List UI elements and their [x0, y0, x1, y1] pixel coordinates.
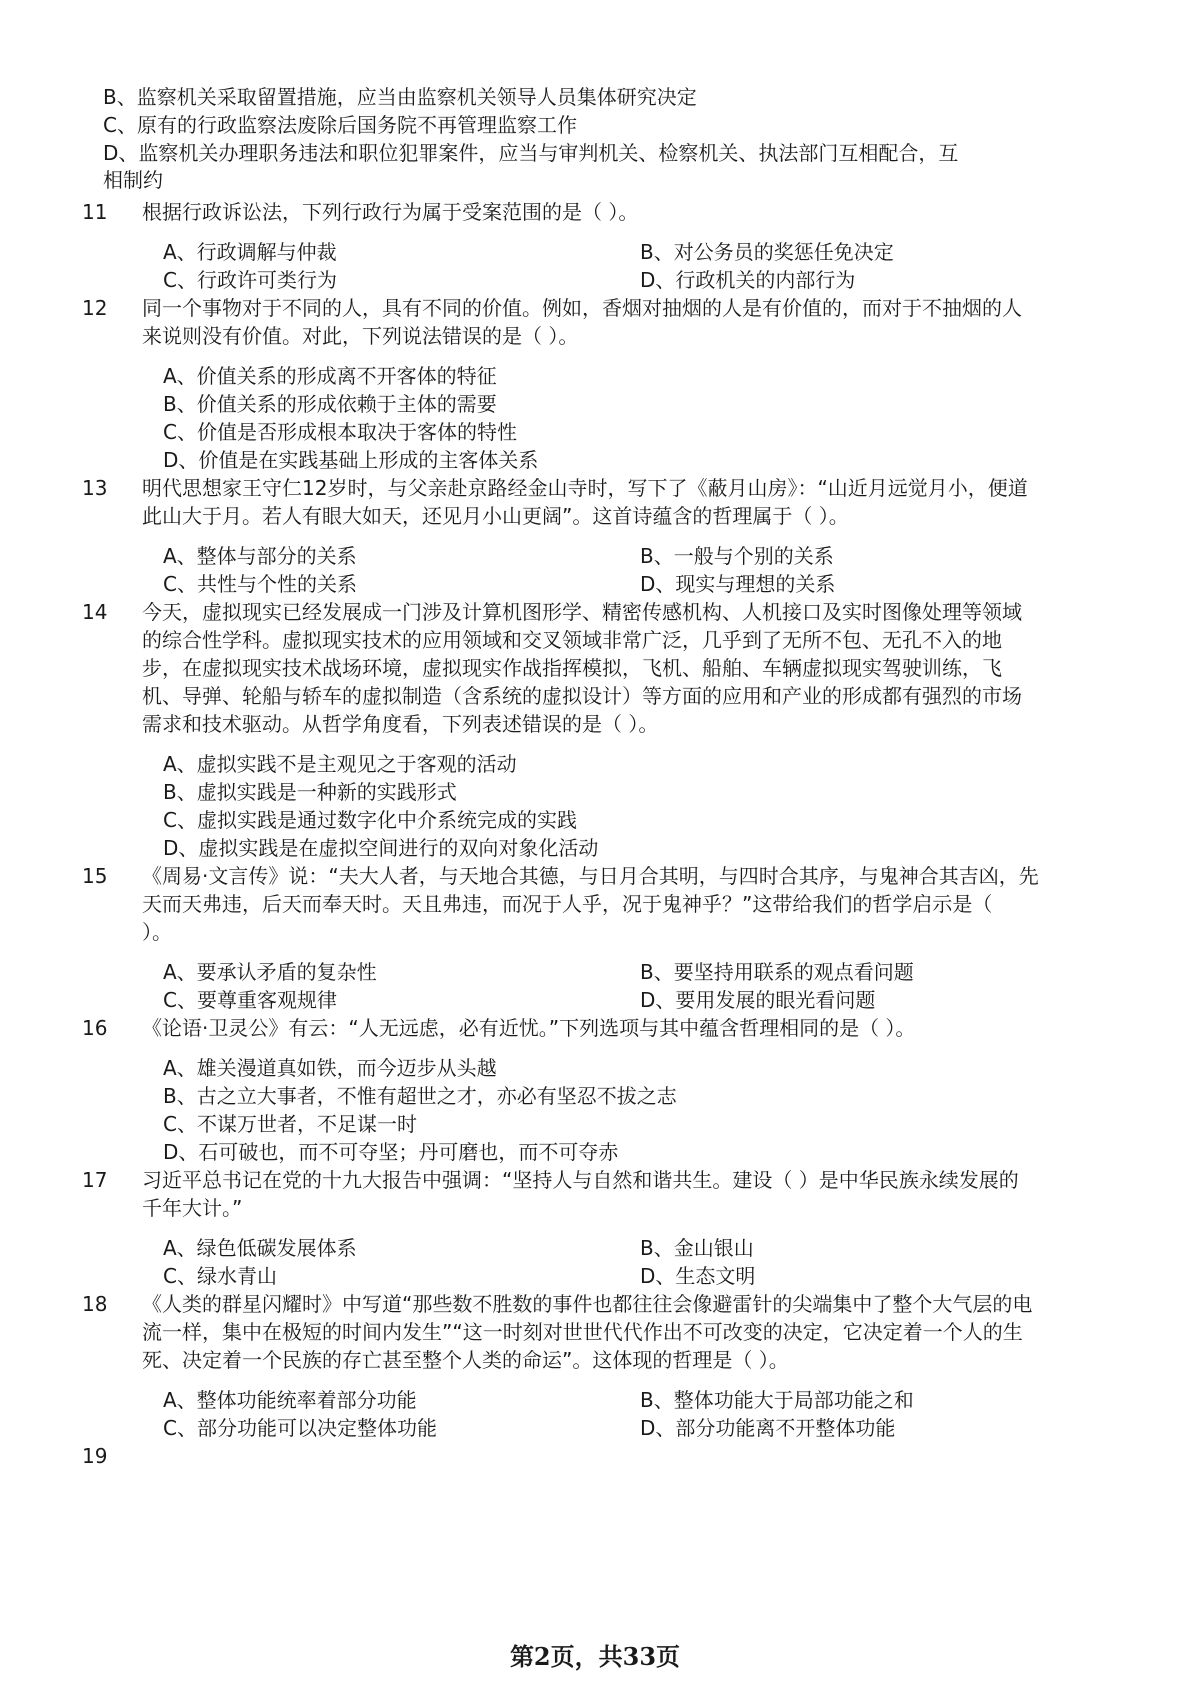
question-number: 15	[82, 864, 108, 888]
question-text: 今天，虚拟现实已经发展成一门涉及计算机图形学、精密传感机构、人机接口及实时图像处理等领域	[142, 600, 1022, 624]
question-text: 此山大于月。若人有眼大如天，还见月小山更阔”。这首诗蕴含的哲理属于（ ）。	[142, 504, 849, 528]
question-text: 天而天弗违，后天而奉天时。天且弗违，而况于人乎，况于鬼神乎？”这带给我们的哲学启示是（	[142, 892, 993, 916]
option-b: B、金山银山	[640, 1236, 754, 1260]
option-a: A、虚拟实践不是主观见之于客观的活动	[163, 752, 517, 776]
option-d: D、要用发展的眼光看问题	[640, 988, 876, 1012]
option-d: D、现实与理想的关系	[640, 572, 836, 596]
option-c: C、绿水青山	[163, 1264, 277, 1288]
option-a: A、整体功能统率着部分功能	[163, 1388, 417, 1412]
option-a: A、整体与部分的关系	[163, 544, 357, 568]
option-a: A、雄关漫道真如铁，而今迈步从头越	[163, 1056, 497, 1080]
option-text: C、原有的行政监察法废除后国务院不再管理监察工作	[103, 113, 577, 137]
question-number: 11	[82, 200, 108, 224]
question-number: 19	[82, 1444, 108, 1468]
option-a: A、行政调解与仲裁	[163, 240, 337, 264]
question-text: 死、决定着一个民族的存亡甚至整个人类的命运”。这体现的哲理是（ ）。	[142, 1348, 789, 1372]
option-c: C、部分功能可以决定整体功能	[163, 1416, 437, 1440]
option-a: A、价值关系的形成离不开客体的特征	[163, 364, 497, 388]
question-text: 同一个事物对于不同的人，具有不同的价值。例如，香烟对抽烟的人是有价值的，而对于不抽烟的人	[142, 296, 1022, 320]
option-d: D、石可破也，而不可夺坚；丹可磨也，而不可夺赤	[163, 1140, 619, 1164]
option-text: B、监察机关采取留置措施，应当由监察机关领导人员集体研究决定	[103, 85, 697, 109]
option-b: B、要坚持用联系的观点看问题	[640, 960, 914, 984]
option-b: B、价值关系的形成依赖于主体的需要	[163, 392, 497, 416]
option-d: D、行政机关的内部行为	[640, 268, 856, 292]
question-text: 《人类的群星闪耀时》中写道“那些数不胜数的事件也都往往会像避雷针的尖端集中了整个大气层的电	[142, 1292, 1033, 1316]
option-text: D、监察机关办理职务违法和职位犯罪案件，应当与审判机关、检察机关、执法部门互相配合，互	[103, 141, 959, 165]
option-b: B、对公务员的奖惩任免决定	[640, 240, 894, 264]
option-d: D、部分功能离不开整体功能	[640, 1416, 896, 1440]
option-a: A、要承认矛盾的复杂性	[163, 960, 377, 984]
option-d: D、价值是在实践基础上形成的主客体关系	[163, 448, 539, 472]
option-d: D、生态文明	[640, 1264, 756, 1288]
option-b: B、一般与个别的关系	[640, 544, 834, 568]
option-c: C、要尊重客观规律	[163, 988, 337, 1012]
question-text: 《论语·卫灵公》有云：“人无远虑，必有近忧。”下列选项与其中蕴含哲理相同的是（ ）。	[142, 1016, 916, 1040]
question-number: 13	[82, 476, 108, 500]
question-text: 明代思想家王守仁12岁时，与父亲赴京路经金山寺时，写下了《蔽月山房》：“山近月远觉月小，便道	[142, 476, 1028, 500]
question-text: 千年大计。”	[142, 1196, 243, 1220]
option-d: D、虚拟实践是在虚拟空间进行的双向对象化活动	[163, 836, 599, 860]
question-number: 17	[82, 1168, 108, 1192]
option-c: C、行政许可类行为	[163, 268, 337, 292]
question-text: 机、导弹、轮船与轿车的虚拟制造（含系统的虚拟设计）等方面的应用和产业的形成都有强烈的市场	[142, 684, 1022, 708]
question-text: 根据行政诉讼法，下列行政行为属于受案范围的是（ ）。	[142, 200, 639, 224]
question-text: 习近平总书记在党的十九大报告中强调：“坚持人与自然和谐共生。建设（ ）是中华民族永续发展的	[142, 1168, 1019, 1192]
option-b: B、整体功能大于局部功能之和	[640, 1388, 914, 1412]
question-text: ）。	[142, 920, 172, 944]
question-text: 的综合性学科。虚拟现实技术的应用领域和交叉领域非常广泛，几乎到了无所不包、无孔不入的地	[142, 628, 1002, 652]
question-number: 16	[82, 1016, 108, 1040]
question-number: 12	[82, 296, 108, 320]
option-b: B、虚拟实践是一种新的实践形式	[163, 780, 457, 804]
option-b: B、古之立大事者，不惟有超世之才，亦必有坚忍不拔之志	[163, 1084, 677, 1108]
option-c: C、共性与个性的关系	[163, 572, 357, 596]
option-text: 相制约	[103, 168, 163, 192]
question-number: 14	[82, 600, 108, 624]
question-text: 流一样，集中在极短的时间内发生”“这一时刻对世世代代作出不可改变的决定，它决定着一个人的生	[142, 1320, 1023, 1344]
question-text: 需求和技术驱动。从哲学角度看，下列表述错误的是（ ）。	[142, 712, 659, 736]
question-text: 《周易·文言传》说：“夫大人者，与天地合其德，与日月合其明，与四时合其序，与鬼神合其吉凶，先	[142, 864, 1039, 888]
question-text: 步，在虚拟现实技术战场环境，虚拟现实作战指挥模拟，飞机、船舶、车辆虚拟现实驾驶训练，飞	[142, 656, 1002, 680]
page-number: 第2页，共33页	[509, 1642, 681, 1671]
option-c: C、虚拟实践是通过数字化中介系统完成的实践	[163, 808, 577, 832]
question-text: 来说则没有价值。对此，下列说法错误的是（ ）。	[142, 324, 579, 348]
question-number: 18	[82, 1292, 108, 1316]
option-c: C、价值是否形成根本取决于客体的特性	[163, 420, 517, 444]
option-c: C、不谋万世者，不足谋一时	[163, 1112, 417, 1136]
option-a: A、绿色低碳发展体系	[163, 1236, 357, 1260]
